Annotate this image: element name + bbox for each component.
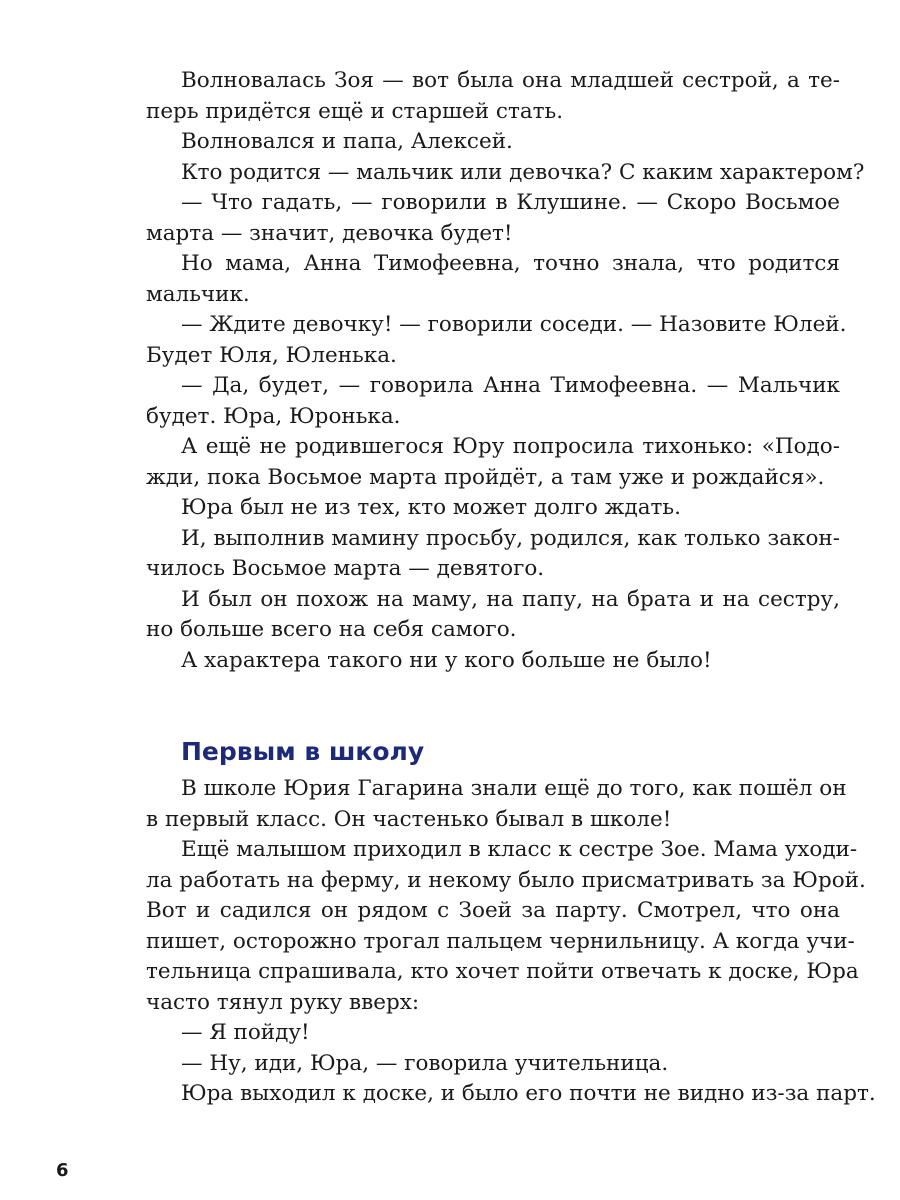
text-line: перь придётся ещё и старшей стать. — [146, 98, 564, 124]
text-line: пишет, осторожно трогал пальцем чернильницу. А когда учи- — [146, 928, 855, 954]
paragraph — [146, 774, 847, 835]
text-line: жди, пока Восьмое марта пройдёт, а там уже и рождайся». — [146, 464, 825, 490]
paragraph — [146, 66, 840, 127]
text-line: А характера такого ни у кого больше не было! — [181, 647, 712, 673]
paragraph — [146, 127, 840, 158]
text-line: — Да, будет, — говорила Анна Тимофеевна. — Мальчик — [181, 373, 840, 398]
section-birth — [146, 66, 865, 676]
paragraph — [146, 188, 840, 249]
paragraph — [146, 158, 865, 189]
paragraph — [146, 1018, 840, 1049]
text-line: мальчик. — [146, 281, 250, 307]
paragraph — [146, 432, 840, 493]
text-line: но больше всего на себя самого. — [146, 617, 517, 642]
text-line: Но мама, Анна Тимофеевна, точно знала, что родится — [181, 251, 840, 276]
text-line: — Что гадать, — говорили в Клушине. — Скоро Восьмое — [181, 190, 840, 215]
paragraph — [146, 1079, 876, 1110]
page-number: 6 — [56, 1160, 69, 1181]
text-line: Ещё малышом приходил в класс к сестре Зое. Мама уходи- — [181, 837, 858, 862]
text-line: часто тянул руку вверх: — [146, 989, 420, 1015]
text-line: Кто родится — мальчик или девочка? С каким характером? — [181, 159, 865, 185]
text-line: марта — значит, девочка будет! — [146, 220, 513, 246]
text-line: В школе Юрия Гагарина знали ещё до того, как пошёл он — [181, 776, 847, 801]
text-line: будет. Юра, Юронька. — [146, 403, 401, 429]
text-line: — Ну, иди, Юра, — говорила учительница. — [181, 1050, 669, 1076]
text-line: в первый класс. Он частенько бывал в школе! — [146, 806, 672, 832]
text-line: И, выполнив мамину просьбу, родился, как только закон- — [181, 525, 840, 551]
paragraph — [146, 249, 840, 310]
text-line: — Ждите девочку! — говорили соседи. — Назовите Юлей. — [181, 312, 847, 337]
paragraph — [146, 646, 840, 677]
paragraph — [146, 524, 840, 585]
paragraph — [146, 371, 840, 432]
paragraph — [146, 1049, 840, 1080]
paragraph — [146, 310, 847, 371]
text-line: Волновался и папа, Алексей. — [181, 129, 513, 154]
page-content — [146, 66, 876, 1110]
paragraph — [146, 585, 840, 646]
text-line: Юра выходил к доске, и было его почти не видно из-за парт. — [181, 1081, 876, 1106]
text-line: чилось Восьмое марта — девятого. — [146, 556, 545, 581]
paragraph — [146, 493, 840, 524]
text-line: тельница спрашивала, кто хочет пойти отвечать к доске, Юра — [146, 959, 859, 984]
text-line: И был он похож на маму, на папу, на брата и на сестру, — [181, 586, 840, 612]
text-line: Волновалась Зоя — вот была она младшей сестрой, а те- — [181, 68, 840, 93]
text-line: Будет Юля, Юленька. — [146, 342, 397, 368]
section-heading: Первым в школу — [181, 737, 425, 766]
paragraph — [146, 835, 866, 1018]
section-first-in-school — [146, 774, 876, 1110]
text-line: Юра был не из тех, кто может долго ждать. — [181, 495, 681, 520]
text-line: Вот и садился он рядом с Зоей за парту. Смотрел, что она — [146, 898, 840, 923]
text-line: — Я пойду! — [181, 1020, 310, 1045]
text-line: ла работать на ферму, и некому было присматривать за Юрой. — [146, 867, 866, 893]
text-line: А ещё не родившегося Юру попросила тихонько: «Подо- — [181, 434, 840, 459]
